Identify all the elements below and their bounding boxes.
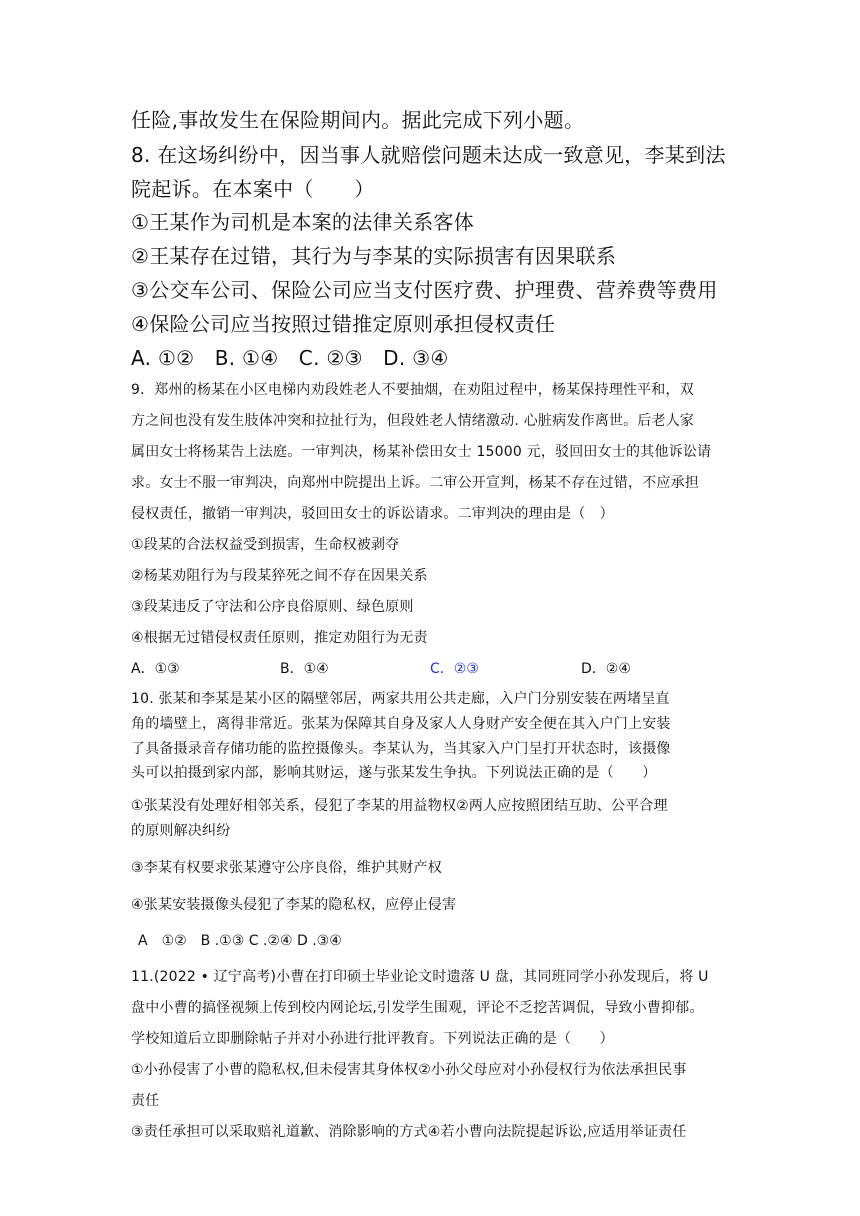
q10-stem-line-2: 角的墙壁上，离得非常近。张某为保障其自身及家人人身财产安全便在其入户门上安装 bbox=[131, 716, 671, 732]
q9-option-b: B．①④ bbox=[280, 661, 329, 677]
q9-stem-line-1: 9．郑州的杨某在小区电梯内劝段姓老人不要抽烟，在劝阻过程中，杨某保持理性平和，双 bbox=[131, 382, 694, 398]
q9-item-1: ①段某的合法权益受到损害，生命权被剥夺 bbox=[131, 537, 400, 553]
q8-stem-line-1: 8. 在这场纠纷中，因当事人就赔偿问题未达成一致意见，李某到法 bbox=[131, 143, 726, 167]
q8-options: A. ①② B. ①④ C. ②③ D. ③④ bbox=[131, 346, 449, 370]
q9-option-d: D．②④ bbox=[581, 661, 631, 677]
q9-stem-line-2: 方之间也没有发生肢体冲突和拉扯行为，但段姓老人情绪激动. 心脏病发作离世。后老人家 bbox=[131, 413, 695, 429]
q10-item-1-line-1: ①张某没有处理好相邻关系，侵犯了李某的用益物权②两人应按照团结互助、公平合理 bbox=[131, 798, 668, 814]
q9-option-a: A．①③ bbox=[131, 661, 180, 677]
q8-item-2: ②王某存在过错，其行为与李某的实际损害有因果联系 bbox=[131, 244, 617, 268]
q9-stem-line-3: 属田女士将杨某告上法庭。一审判决，杨某补偿田女士 15000 元，驳回田女士的其他诉讼请 bbox=[131, 444, 712, 460]
q11-item-1-line-1: ①小孙侵害了小曹的隐私权,但未侵害其身体权②小孙父母应对小孙侵权行为依法承担民事 bbox=[131, 1062, 687, 1078]
q11-stem-line-3: 学校知道后立即删除帖子并对小孙进行批评教育。下列说法正确的是（ ） bbox=[131, 1031, 614, 1047]
intro-text: 任险,事故发生在保险期间内。据此完成下列小题。 bbox=[131, 108, 585, 132]
q10-item-1-line-2: 的原则解决纠纷 bbox=[131, 823, 231, 839]
q8-item-1: ①王某作为司机是本案的法律关系客体 bbox=[131, 210, 475, 234]
q11-stem-line-2: 盘中小曹的搞怪视频上传到校内网论坛,引发学生围观，评论不乏挖苦调侃，导致小曹抑郁。 bbox=[131, 1000, 704, 1016]
q9-stem-line-5: 侵权责任，撤销一审判决，驳回田女士的诉讼请求。二审判决的理由是（ ） bbox=[131, 506, 614, 522]
q11-item-1-line-2: 责任 bbox=[131, 1093, 160, 1109]
q10-stem-line-1: 10. 张某和李某是某小区的隔壁邻居，两家共用公共走廊，入户门分别安装在两堵呈直 bbox=[131, 691, 670, 707]
q8-item-3: ③公交车公司、保险公司应当支付医疗费、护理费、营养费等费用 bbox=[131, 278, 718, 302]
q8-item-4: ④保险公司应当按照过错推定原则承担侵权责任 bbox=[131, 312, 556, 336]
q9-item-2: ②杨某劝阻行为与段某猝死之间不存在因果关系 bbox=[131, 568, 428, 584]
q10-options: A ①② B .①③ C .②④ D .③④ bbox=[138, 933, 342, 949]
q11-stem-line-1: 11.(2022 • 辽宁高考)小曹在打印硕士毕业论文时遗落 U 盘，其同班同学小孙发现后，将 U bbox=[131, 969, 709, 985]
q8-stem-line-2: 院起诉。在本案中（ ） bbox=[131, 177, 375, 201]
q11-item-3: ③责任承担可以采取赔礼道歉、消除影响的方式④若小曹向法院提起诉讼,应适用举证责任 bbox=[131, 1124, 687, 1140]
q9-item-3: ③段某违反了守法和公序良俗原则、绿色原则 bbox=[131, 599, 414, 615]
q10-item-4: ④张某安装摄像头侵犯了李某的隐私权，应停止侵害 bbox=[131, 897, 457, 913]
q9-option-c: C．②③ bbox=[430, 661, 479, 677]
q10-stem-line-4: 头可以拍摄到家内部，影响其财运，遂与张某发生争执。下列说法正确的是（ ） bbox=[131, 765, 657, 781]
q9-stem-line-4: 求。女士不服一审判决，向郑州中院提出上诉。二审公开宣判，杨某不存在过错，不应承担 bbox=[131, 475, 699, 491]
q10-stem-line-3: 了具备摄录音存储功能的监控摄像头。李某认为，当其家入户门呈打开状态时，该摄像 bbox=[131, 741, 671, 757]
q10-item-3: ③李某有权要求张某遵守公序良俗，维护其财产权 bbox=[131, 860, 442, 876]
q9-item-4: ④根据无过错侵权责任原则，推定劝阻行为无责 bbox=[131, 630, 428, 646]
